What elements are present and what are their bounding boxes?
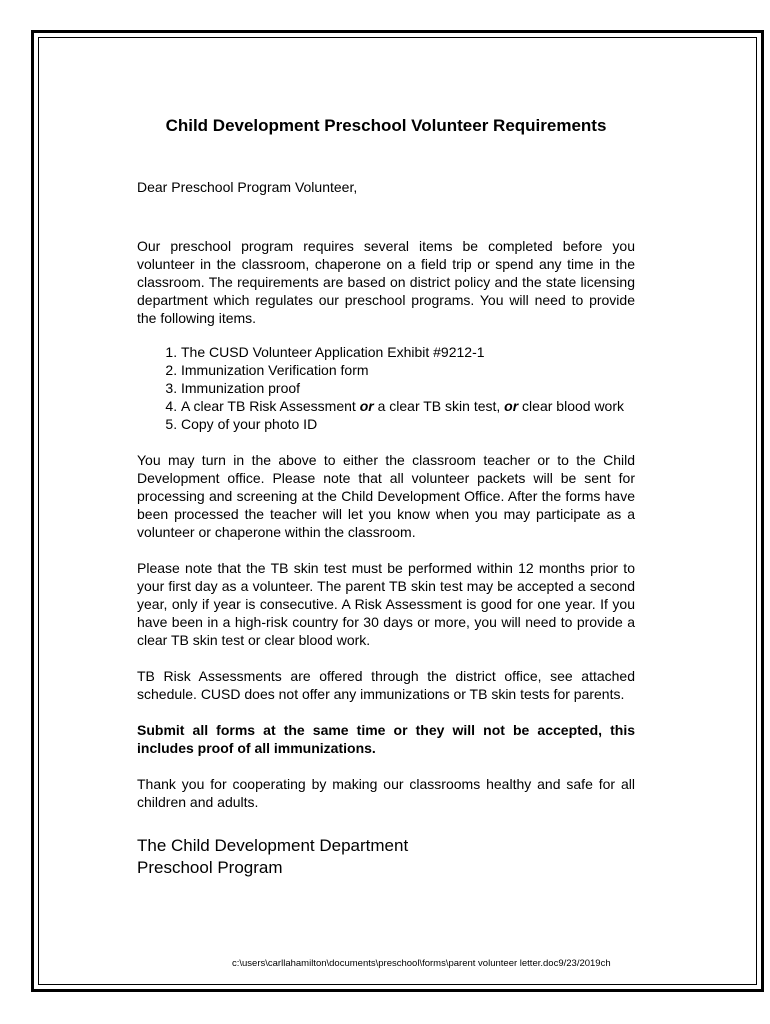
risk-assessment-paragraph: TB Risk Assessments are offered through the district office, see attached schedule. CUSD does not offer any immunizations or TB skin tests for parents. [137, 668, 635, 702]
signature-block [137, 835, 635, 879]
letter-body [137, 116, 635, 879]
signature-department: The Child Development Department [137, 836, 409, 855]
requirements-list [137, 343, 635, 433]
list-item: 4. A clear TB Risk Assessment or a clear TB skin test, or clear blood work [181, 397, 635, 415]
intro-paragraph: Our preschool program requires several items be completed before you volunteer in the classroom, chaperone on a field trip or spend any time in the classroom. The requirements are based on district policy and the state licensing department which regulates our preschool programs. You will need to provide the following items. [137, 238, 635, 326]
signature-program: Preschool Program [137, 858, 283, 877]
document-title: Child Development Preschool Volunteer Requirements [165, 116, 607, 135]
file-path-footer: c:\users\carllahamilton\documents\preschool\forms\parent volunteer letter.doc9/23/2019ch [232, 958, 611, 969]
tb-test-paragraph: Please note that the TB skin test must be performed within 12 months prior to your first day as a volunteer. The parent TB skin test may be accepted a second year, only if year is consecutive. A Risk Assessment is good for one year. If you have been in a high-risk country for 30 days or more, you will need to provide a clear TB skin test or clear blood work. [137, 560, 635, 648]
list-item: 3. Immunization proof [181, 379, 635, 397]
greeting: Dear Preschool Program Volunteer, [137, 179, 358, 195]
submit-warning: Submit all forms at the same time or they will not be accepted, this includes proof of all immunizations. [137, 722, 635, 756]
turn-in-paragraph: You may turn in the above to either the classroom teacher or to the Child Development office. Please note that all volunteer packets will be sent for processing and screening at the Child Development Office. After the forms have been processed the teacher will let you know when you may participate as a volunteer or chaperone within the classroom. [137, 452, 635, 540]
thank-you-paragraph: Thank you for cooperating by making our classrooms healthy and safe for all children and adults. [137, 776, 635, 810]
list-item: 1. The CUSD Volunteer Application Exhibit #9212-1 [181, 343, 635, 361]
list-item: 2. Immunization Verification form [181, 361, 635, 379]
list-item: 5. Copy of your photo ID [181, 415, 635, 433]
